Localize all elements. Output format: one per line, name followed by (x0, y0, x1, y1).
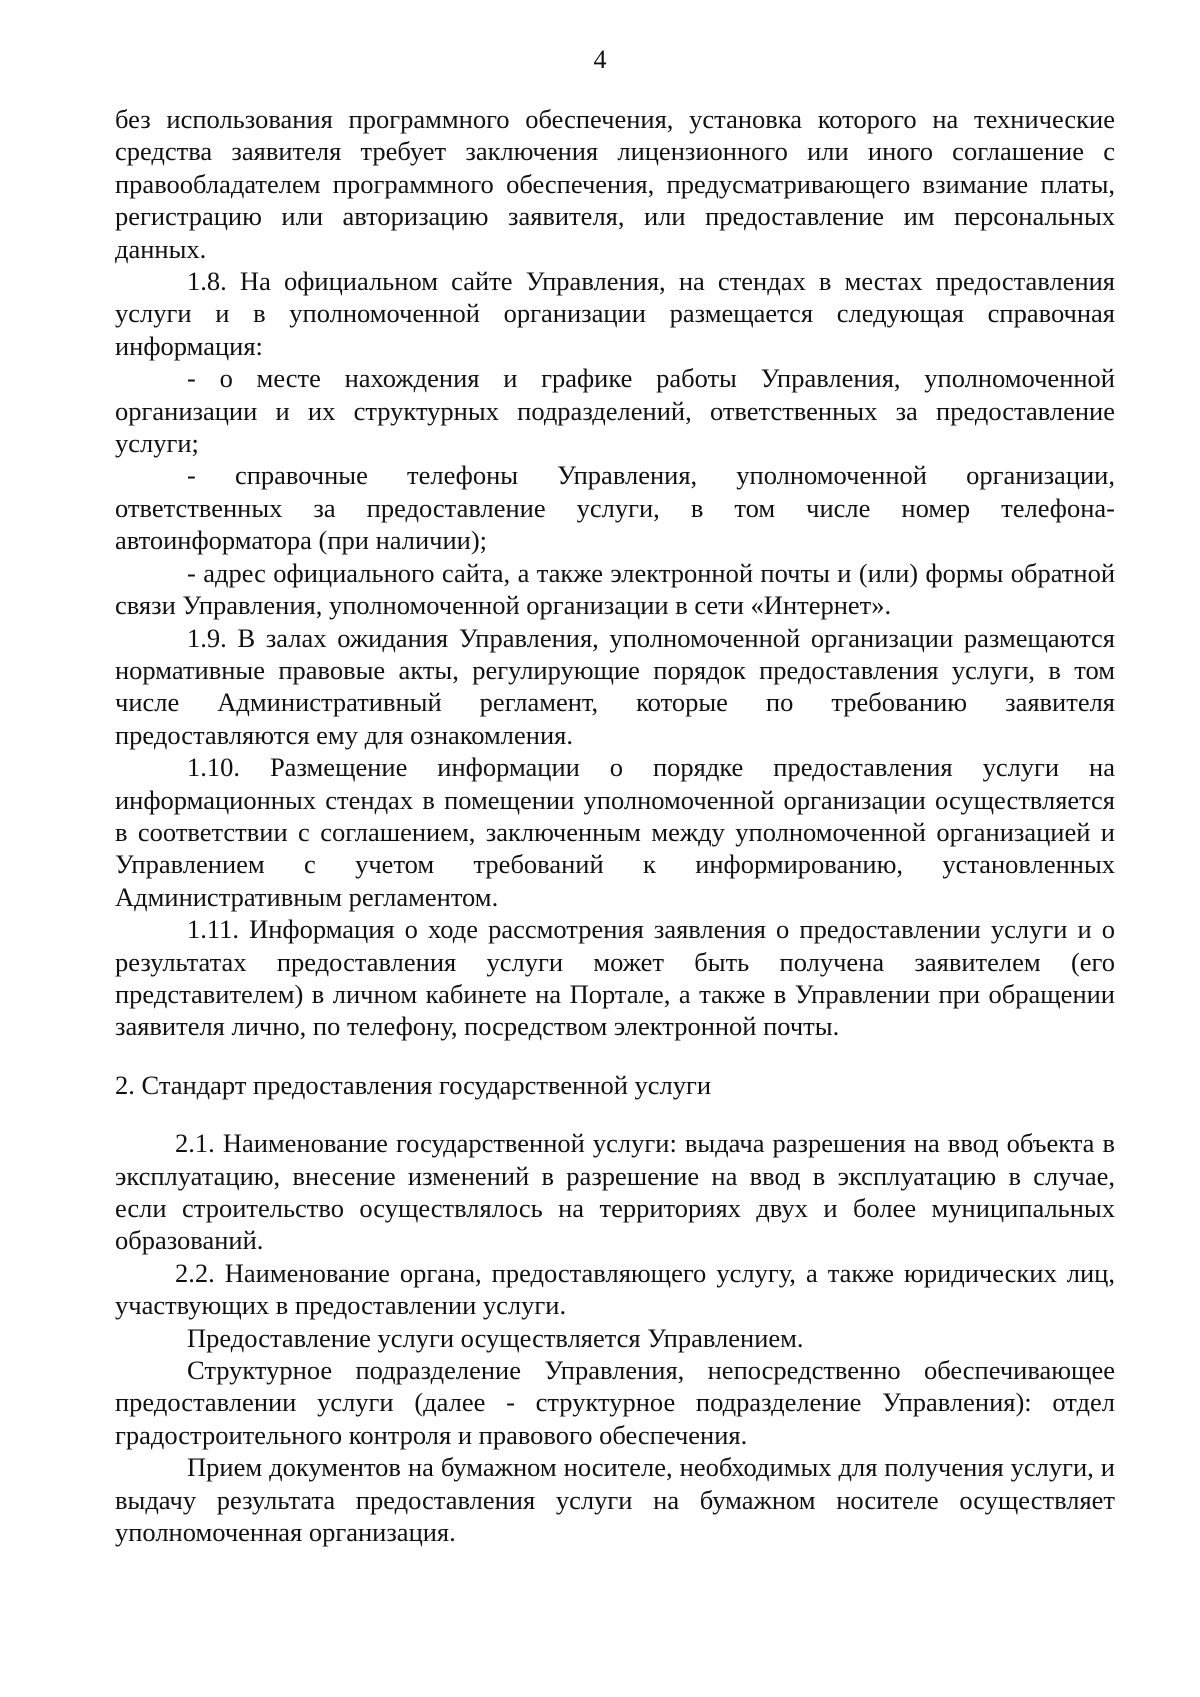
paragraph-2-1: 2.1. Наименование государственной услуги: выдача разрешения на ввод объекта в эксплуатацию, внесение изменений в разрешение на ввод в эксплуатацию в случае, если строительство осуществлялось на территориях двух и более муниципальных образований. (115, 1128, 1115, 1256)
paragraph-1-11: 1.11. Информация о ходе рассмотрения заявления о предоставлении услуги и о результатах предоставления услуги может быть получена заявителем (его представителем) в личном кабинете на Портале, а также в Управлении при обращении заявителя лично, по телефону, посредством электронной почты. (115, 914, 1115, 1042)
list-item-phones: - справочные телефоны Управления, уполномоченной организации, ответственных за предоставление услуги, в том числе номер телефона-автоинформатора (при наличии); (115, 460, 1115, 556)
list-item-location-schedule: - о месте нахождения и графике работы Управления, уполномоченной организации и их структурных подразделений, ответственных за предоставление услуги; (115, 363, 1115, 459)
section-heading: 2. Стандарт предоставления государственной услуги (115, 1069, 712, 1100)
paragraph-1-8: 1.8. На официальном сайте Управления, на стендах в местах предоставления услуги и в уполномоченной организации размещается следующая справочная информация: (115, 266, 1115, 361)
paragraph-structural-unit: Структурное подразделение Управления, непосредственно обеспечивающее предоставлении услуги (далее - структурное подразделение Управления): отдел градостроительного контроля и правового обеспечения. (115, 1355, 1115, 1450)
document-body (115, 103, 1115, 1548)
paragraph-paper-documents: Прием документов на бумажном носителе, необходимых для получения услуги, и выдачу результата предоставления услуги на бумажном носителе осуществляет уполномоченная организация. (115, 1452, 1115, 1548)
list-item-website-email: - адрес официального сайта, а также электронной почты и (или) формы обратной связи Управления, уполномоченной организации в сети «Интернет». (115, 557, 1115, 621)
paragraph-service-provider: Предоставление услуги осуществляется Управлением. (187, 1322, 804, 1353)
paragraph-continuation: без использования программного обеспечения, установка которого на технические средства заявителя требует заключения лицензионного или иного соглашение с правообладателем программного обеспечения, предусматривающего взимание платы, регистрацию или авторизацию заявителя, или предоставление им персональных данных. (115, 104, 1115, 264)
paragraph-2-2: 2.2. Наименование органа, предоставляющего услугу, а также юридических лиц, участвующих в предоставлении услуги. (115, 1257, 1115, 1321)
paragraph-1-9: 1.9. В залах ожидания Управления, уполномоченной организации размещаются нормативные правовые акты, регулирующие порядок предоставления услуги, в том числе Административный регламент, которые по требованию заявителя предоставляются ему для ознакомления. (115, 622, 1115, 750)
paragraph-1-10: 1.10. Размещение информации о порядке предоставления услуги на информационных стендах в помещении уполномоченной организации осуществляется в соответствии с соглашением, заключенным между уполномоченной организацией и Управлением с учетом требований к информированию, установленных Административным регламентом. (115, 752, 1115, 912)
page-number: 4 (593, 45, 607, 74)
